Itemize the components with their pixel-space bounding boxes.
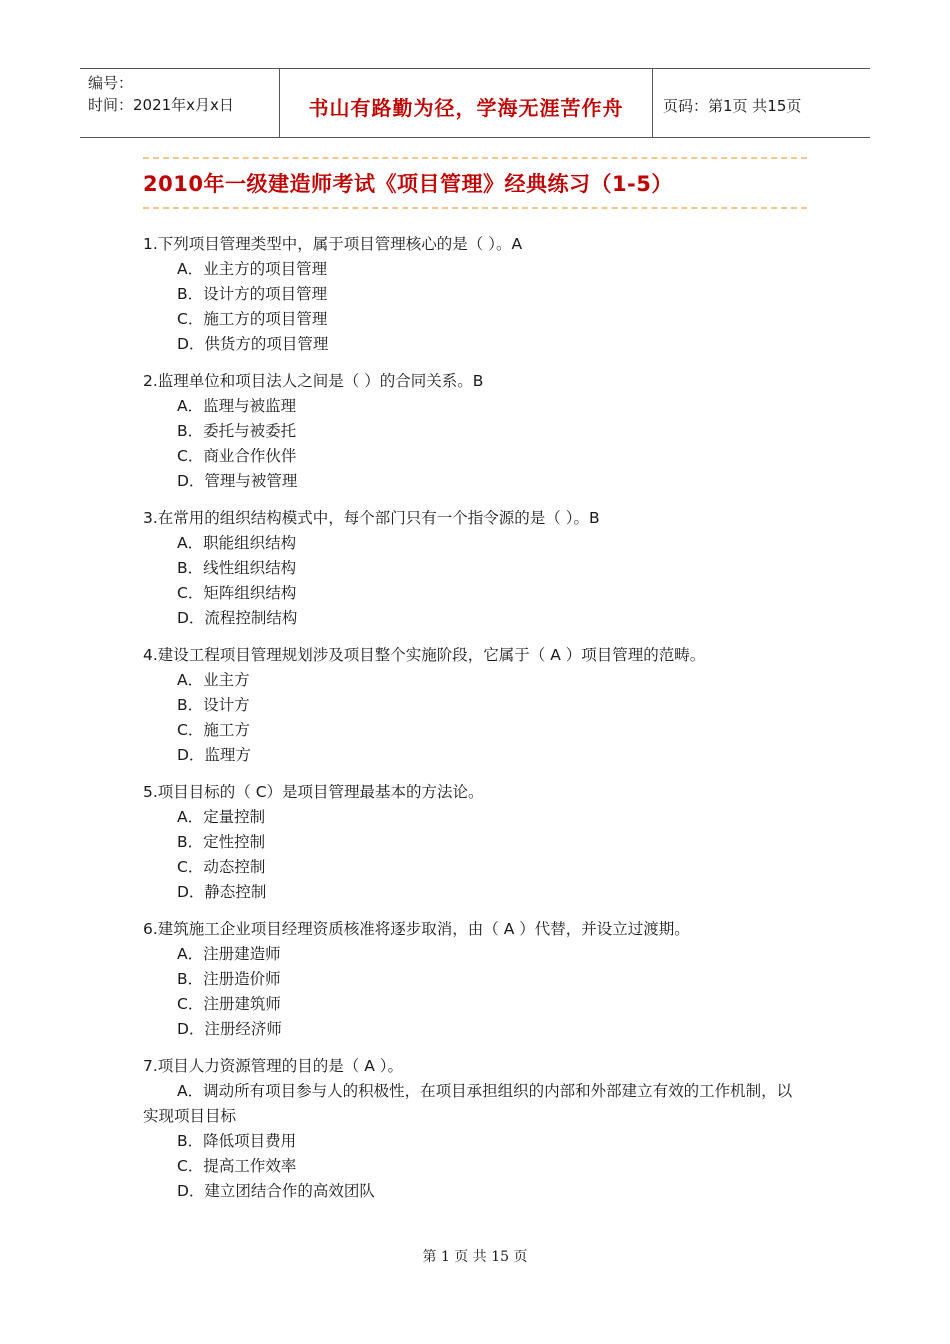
option-b: B．设计方的项目管理	[177, 285, 328, 303]
question-6	[143, 917, 807, 1042]
option-d: D．静态控制	[177, 883, 267, 901]
title-divider-bottom	[143, 207, 807, 209]
option-d: D．建立团结合作的高效团队	[177, 1182, 375, 1200]
page-footer: 第 1 页 共 15 页	[422, 1249, 528, 1265]
option-b: B．委托与被委托	[177, 422, 297, 440]
option-c: C．矩阵组织结构	[177, 584, 297, 602]
option-b: B．定性控制	[177, 833, 266, 851]
option-c: C．施工方的项目管理	[177, 310, 328, 328]
question-list	[143, 232, 807, 1216]
question-stem: 2.监理单位和项目法人之间是（ ）的合同关系。B	[143, 372, 484, 390]
option-c: C．提高工作效率	[177, 1157, 297, 1175]
option-d: D．供货方的项目管理	[177, 335, 329, 353]
number-label: 编号：	[88, 74, 134, 92]
option-c: C．施工方	[177, 721, 250, 739]
question-stem: 1.下列项目管理类型中，属于项目管理核心的是（ ）。A	[143, 235, 523, 253]
option-c: C．注册建筑师	[177, 995, 281, 1013]
option-b: B．线性组织结构	[177, 559, 297, 577]
question-3	[143, 506, 807, 631]
option-b: B．降低项目费用	[177, 1132, 297, 1150]
option-a: A．监理与被监理	[177, 397, 297, 415]
question-2	[143, 369, 807, 494]
question-stem: 7.项目人力资源管理的目的是（ A ）。	[143, 1057, 403, 1075]
option-b: B．注册造价师	[177, 970, 281, 988]
document-title: 2010年一级建造师考试《项目管理》经典练习（1-5）	[143, 172, 673, 196]
option-a: A．业主方	[177, 671, 250, 689]
question-stem: 3.在常用的组织结构模式中，每个部门只有一个指令源的是（ ）。B	[143, 509, 600, 527]
option-d: D．监理方	[177, 746, 251, 764]
option-c: C．动态控制	[177, 858, 266, 876]
option-a: A．职能组织结构	[177, 534, 297, 552]
header-motto: 书山有路勤为径，学海无涯苦作舟	[280, 69, 653, 137]
question-7	[143, 1054, 807, 1204]
option-a: A．定量控制	[177, 808, 266, 826]
question-1	[143, 232, 807, 357]
option-b: B．设计方	[177, 696, 250, 714]
option-d: D．注册经济师	[177, 1020, 282, 1038]
question-4	[143, 643, 807, 768]
question-5	[143, 780, 807, 905]
title-divider-top	[143, 157, 807, 159]
option-a: A．业主方的项目管理	[177, 260, 328, 278]
option-d: D．流程控制结构	[177, 609, 298, 627]
question-stem: 4.建设工程项目管理规划涉及项目整个实施阶段，它属于（ A ）项目管理的范畴。	[143, 646, 706, 664]
page-header	[80, 68, 870, 138]
question-stem: 5.项目目标的（ C）是项目管理最基本的方法论。	[143, 783, 484, 801]
option-a: A．注册建造师	[177, 945, 281, 963]
option-a: A．调动所有项目参与人的积极性，在项目承担组织的内部和外部建立有效的工作机制，以实现项目目标	[143, 1082, 793, 1125]
header-meta	[80, 69, 280, 137]
question-stem: 6.建筑施工企业项目经理资质核准将逐步取消，由（ A ）代替，并设立过渡期。	[143, 920, 690, 938]
header-page-info: 页码：第1页 共15页	[663, 96, 802, 115]
option-c: C．商业合作伙伴	[177, 447, 297, 465]
option-d: D．管理与被管理	[177, 472, 298, 490]
date-label: 时间：2021年x月x日	[88, 96, 234, 114]
